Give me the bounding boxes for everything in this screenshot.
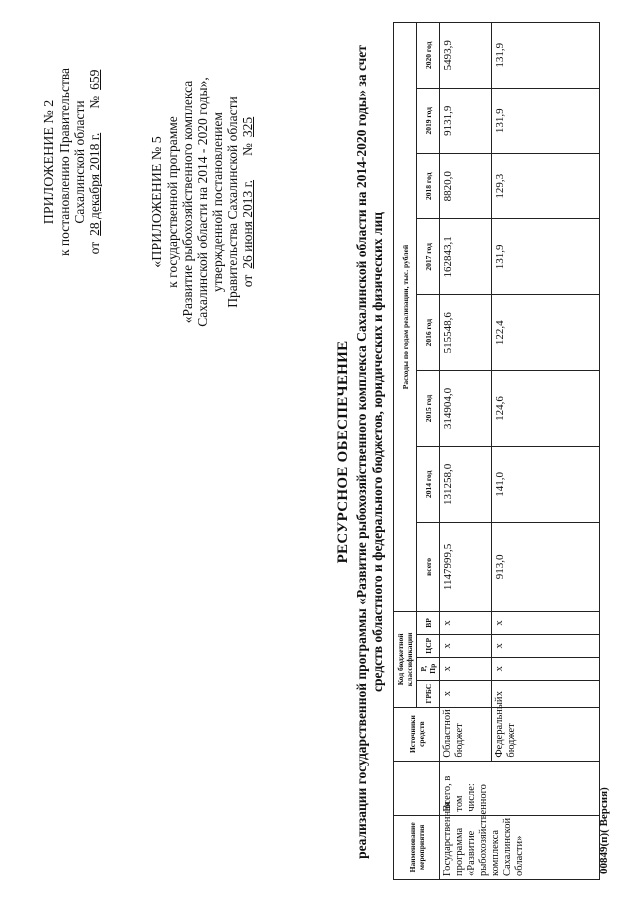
source-cell: Федеральный бюджет [492,707,600,761]
rpr-cell: x [492,657,600,680]
year-2016-cell: 515548,6 [440,295,492,371]
total-cell: 913,0 [492,522,600,611]
year-2015-cell: 124,6 [492,371,600,447]
header-rpr: Р, Пр [417,657,440,680]
header-grbs: ГРБС [417,680,440,707]
approval-block-appendix-2 [42,32,102,292]
appendix-2-line2: Сахалинской области [72,100,87,224]
vr-cell: x [492,612,600,635]
approval-block-appendix-5 [150,32,255,372]
appendix-5-line5: Правительства Сахалинской области [225,96,240,308]
appendix-2-line1: к постановлению Правительства [57,67,72,257]
header-year-2017: 2017 год [417,219,440,295]
appendix-2-number: 659 [87,69,102,90]
header-total: всего [417,522,440,611]
vr-cell: x [440,612,492,635]
year-2020-cell: 131,9 [492,23,600,89]
appendix-5-number: 325 [240,116,255,138]
header-spending: Расходы по годам реализации, тыс. рублей [394,23,417,612]
csr-cell: x [492,634,600,657]
appendix-5-line4: утвержденной постановлением [210,112,225,292]
appendix-2-no: № [87,95,102,109]
appendix-5-no: № [240,143,255,156]
source-cell: Областной бюджет [440,707,492,761]
header-vr: ВР [417,612,440,635]
header-year-2015: 2015 год [417,371,440,447]
document-version-footer: 00849(п)( Версия) [598,787,610,874]
grbs-cell: x [440,680,492,707]
document-subtitle: реализации государственной программы «Развитие рыбохозяйственного комплекса Сахалинской области на 2014-2020 годы» за счет средств областного и федерального бюджетов, юридических и физических лиц [354,45,385,859]
resources-table [393,22,600,880]
header-codes: Код бюджетной классификации [394,612,417,708]
year-2018-cell: 8820,0 [440,154,492,219]
appendix-2-title: ПРИЛОЖЕНИЕ № 2 [42,99,57,225]
appendix-2-date: 28 декабря 2018 г. [87,132,102,236]
rpr-cell: x [440,657,492,680]
grbs-cell: x [492,680,600,707]
total-label-cell: Всего, в том числе: [440,761,600,815]
appendix-5-line1: к государственной программе [165,116,180,288]
table-row [440,23,492,880]
year-2019-cell: 9131,9 [440,88,492,153]
header-name: Наименование мероприятия [394,815,440,879]
rotated-document-sheet [20,12,620,892]
appendix-5-line3: Сахалинской области на 2014 - 2020 годы», [195,77,210,327]
appendix-2-from: от [87,241,102,255]
table-row [492,23,600,880]
year-2020-cell: 5493,9 [440,23,492,89]
csr-cell: x [440,634,492,657]
appendix-5-line2: «Развитие рыбохозяйственного комплекса [180,80,195,324]
appendix-5-title: «ПРИЛОЖЕНИЕ № 5 [150,136,165,268]
header-year-2018: 2018 год [417,154,440,219]
appendix-5-date-row [240,32,255,372]
year-2017-cell: 131,9 [492,219,600,295]
year-2017-cell: 162843,1 [440,219,492,295]
header-year-2016: 2016 год [417,295,440,371]
total-cell: 1147999,5 [440,522,492,611]
document-heading [335,32,386,872]
year-2016-cell: 122,4 [492,295,600,371]
program-name-cell: Государственная программа «Развитие рыбохозяйственного комплекса Сахалинской области» [440,815,600,879]
appendix-2-date-row [87,32,102,292]
header-source: Источники средств [394,707,440,761]
year-2014-cell: 131258,0 [440,446,492,522]
year-2019-cell: 131,9 [492,88,600,153]
header-year-2014: 2014 год [417,446,440,522]
appendix-5-from: от [240,274,255,288]
year-2018-cell: 129,3 [492,154,600,219]
table-header-row-1 [394,23,417,880]
header-executor [394,761,440,815]
appendix-5-date: 26 июня 2013 г. [240,179,255,269]
header-year-2020: 2020 год [417,23,440,89]
year-2014-cell: 141,0 [492,446,600,522]
document-title: РЕСУРСНОЕ ОБЕСПЕЧЕНИЕ [335,340,351,564]
header-year-2019: 2019 год [417,88,440,153]
header-csr: ЦСР [417,634,440,657]
year-2015-cell: 314904,0 [440,371,492,447]
